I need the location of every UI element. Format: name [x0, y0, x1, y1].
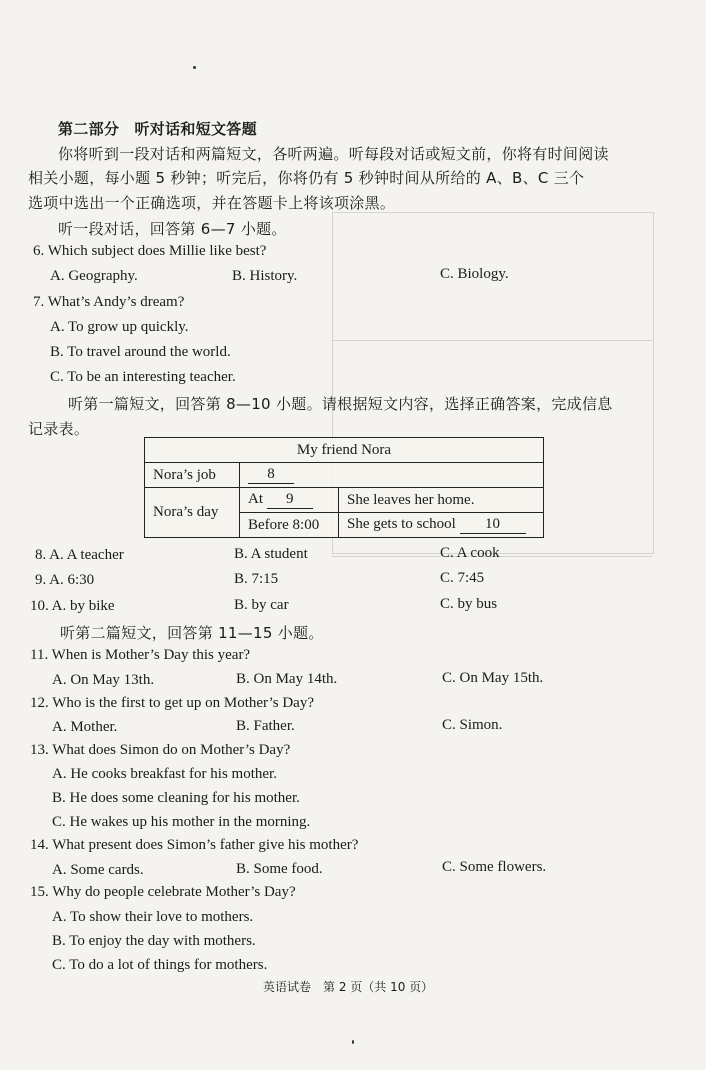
section-intro-line: 相关小题，每小题 5 秒钟；听完后，你将仍有 5 秒钟时间从所给的 A、B、C 三个	[28, 169, 585, 187]
table-at-cell	[240, 488, 339, 513]
part2-instruction: 记录表。	[28, 420, 90, 438]
table-title: My friend Nora	[145, 438, 544, 463]
answer-blank-9[interactable]: 9	[267, 491, 313, 509]
question-13-option-a[interactable]: A. He cooks breakfast for his mother.	[52, 766, 277, 782]
part2-instruction: 听第一篇短文，回答第 8—10 小题。请根据短文内容，选择正确答案，完成信息	[68, 395, 613, 413]
question-9-option-a[interactable]: 9. A. 6:30	[35, 572, 95, 588]
question-9-option-b[interactable]: B. 7:15	[234, 571, 279, 587]
question-6-option-a[interactable]: A. Geography.	[50, 268, 138, 284]
table-job-label: Nora’s job	[145, 463, 240, 488]
question-11-option-a[interactable]: A. On May 13th.	[52, 672, 155, 688]
question-15-option-c[interactable]: C. To do a lot of things for mothers.	[52, 957, 268, 973]
table-job-cell	[240, 463, 544, 488]
scan-speck	[193, 66, 196, 69]
question-15-stem: 15. Why do people celebrate Mother’s Day?	[30, 884, 296, 900]
question-10-option-b[interactable]: B. by car	[234, 597, 289, 613]
table-before-cell: Before 8:00	[240, 513, 339, 538]
answer-blank-10[interactable]: 10	[460, 516, 526, 534]
question-7-option-a[interactable]: A. To grow up quickly.	[50, 319, 189, 335]
scan-speck	[352, 1040, 354, 1044]
question-8-option-a[interactable]: 8. A. A teacher	[35, 547, 124, 563]
question-10-option-c[interactable]: C. by bus	[440, 596, 498, 612]
question-9-option-c[interactable]: C. 7:45	[440, 570, 485, 586]
question-14-option-b[interactable]: B. Some food.	[236, 861, 323, 877]
question-7-option-b[interactable]: B. To travel around the world.	[50, 344, 231, 360]
table-leaves-cell: She leaves her home.	[339, 488, 544, 513]
part1-instruction: 听一段对话，回答第 6—7 小题。	[58, 220, 287, 238]
question-14-option-c[interactable]: C. Some flowers.	[442, 859, 547, 875]
question-15-option-b[interactable]: B. To enjoy the day with mothers.	[52, 933, 256, 949]
section-title: 第二部分 听对话和短文答题	[58, 120, 257, 138]
question-12-stem: 12. Who is the first to get up on Mother’s Day?	[30, 695, 314, 711]
question-11-option-c[interactable]: C. On May 15th.	[442, 670, 544, 686]
question-6-option-b[interactable]: B. History.	[232, 268, 298, 284]
question-11-stem: 11. When is Mother’s Day this year?	[30, 647, 251, 663]
info-record-table	[144, 437, 544, 538]
question-13-option-c[interactable]: C. He wakes up his mother in the morning.	[52, 814, 311, 830]
question-6-option-c[interactable]: C. Biology.	[440, 266, 509, 282]
question-7-option-c[interactable]: C. To be an interesting teacher.	[50, 369, 236, 385]
part3-instruction: 听第二篇短文，回答第 11—15 小题。	[60, 624, 324, 642]
page-footer: 英语试卷 第 2 页（共 10 页）	[263, 980, 434, 994]
question-12-option-c[interactable]: C. Simon.	[442, 717, 503, 733]
bleed-through-rule	[332, 340, 652, 341]
table-gets-label: She gets to school	[347, 516, 456, 532]
question-11-option-b[interactable]: B. On May 14th.	[236, 671, 338, 687]
question-12-option-a[interactable]: A. Mother.	[52, 719, 118, 735]
question-14-stem: 14. What present does Simon’s father give his mother?	[30, 837, 359, 853]
question-7-stem: 7. What’s Andy’s dream?	[33, 294, 185, 310]
section-intro-line: 你将听到一段对话和两篇短文，各听两遍。听每段对话或短文前，你将有时间阅读	[58, 145, 609, 163]
question-15-option-a[interactable]: A. To show their love to mothers.	[52, 909, 254, 925]
question-10-option-a[interactable]: 10. A. by bike	[30, 598, 115, 614]
question-14-option-a[interactable]: A. Some cards.	[52, 862, 144, 878]
question-6-stem: 6. Which subject does Millie like best?	[33, 243, 267, 259]
question-13-stem: 13. What does Simon do on Mother’s Day?	[30, 742, 291, 758]
question-13-option-b[interactable]: B. He does some cleaning for his mother.	[52, 790, 300, 806]
question-12-option-b[interactable]: B. Father.	[236, 718, 295, 734]
table-day-label: Nora’s day	[145, 488, 240, 538]
answer-blank-8[interactable]: 8	[248, 466, 294, 484]
table-at-label: At	[248, 491, 263, 507]
section-intro-line: 选项中选出一个正确选项，并在答题卡上将该项涂黑。	[28, 194, 396, 212]
table-gets-cell	[339, 513, 544, 538]
question-8-option-c[interactable]: C. A cook	[440, 545, 500, 561]
question-8-option-b[interactable]: B. A student	[234, 546, 308, 562]
